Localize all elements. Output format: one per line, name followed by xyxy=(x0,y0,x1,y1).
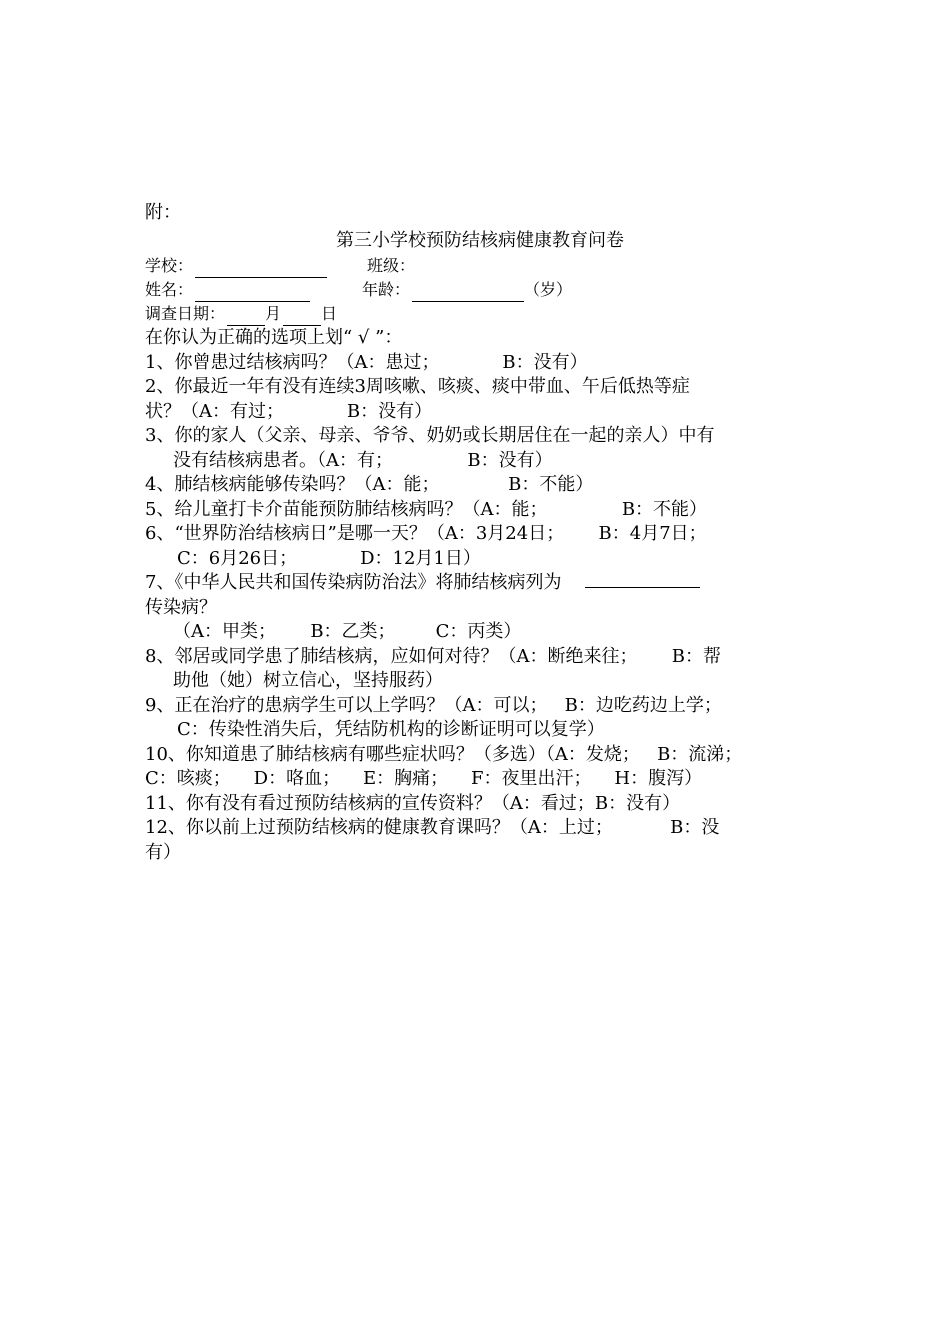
q7-answer-blank[interactable] xyxy=(585,573,700,588)
school-class-row xyxy=(145,254,835,278)
age-label: 年龄： xyxy=(362,280,411,299)
q11-line: 11、你有没有看过预防结核病的宣传资料？（A：看过；B：没有） xyxy=(145,792,681,814)
q8-line-1: 8、邻居或同学患了肺结核病，应如何对待？（A：断绝来往； B：帮 xyxy=(145,645,722,667)
q9-line-1: 9、正在治疗的患病学生可以上学吗？（A：可以； B：边吃药边上学； xyxy=(145,694,722,716)
school-label: 学校： xyxy=(145,256,194,275)
q4-line: 4、肺结核病能够传染吗？（A：能； B：不能） xyxy=(145,474,594,495)
q7-line-2: 传染病？ xyxy=(145,596,217,618)
day-label: 日 xyxy=(321,304,338,323)
day-blank[interactable] xyxy=(283,309,321,326)
q7-text: 7、《中华人民共和国传染病防治法》将肺结核病列为 xyxy=(145,572,562,593)
month-blank[interactable] xyxy=(227,309,265,326)
q12-line-2: 有） xyxy=(145,841,181,863)
class-label: 班级： xyxy=(367,256,416,275)
q9-line-2: C：传染性消失后，凭结防机构的诊断证明可以复学） xyxy=(177,719,605,740)
q10-line-2: C：咳痰； D：咯血； E：胸痛； F：夜里出汗； H：腹泻） xyxy=(145,768,703,789)
q2-line-2: 状？（A：有过； B：没有） xyxy=(145,400,433,422)
name-blank[interactable] xyxy=(195,285,310,302)
age-blank[interactable] xyxy=(412,285,524,302)
q6-line-2: C：6月26日； D：12月1日） xyxy=(177,547,481,569)
q8-line-2: 助他（她）树立信心，坚持服药） xyxy=(173,670,443,691)
name-age-row xyxy=(145,278,835,302)
q1-line: 1、你曾患过结核病吗？（A：患过； B：没有） xyxy=(145,351,588,373)
school-blank[interactable] xyxy=(195,261,327,278)
month-label: 月 xyxy=(265,304,282,323)
q12-line-1: 12、你以前上过预防结核病的健康教育课吗？（A：上过； B：没 xyxy=(145,817,720,838)
instruction: 在你认为正确的选项上划“ √ ”： xyxy=(145,327,403,348)
q2-line-1: 2、你最近一年有没有连续3周咳嗽、咳痰、痰中带血、午后低热等症 xyxy=(145,376,690,397)
date-row xyxy=(145,302,835,326)
q6-line-1: 6、“世界防治结核病日”是哪一天？（A：3月24日； B：4月7日； xyxy=(145,523,707,544)
date-label: 调查日期： xyxy=(145,304,226,323)
questionnaire xyxy=(145,200,835,865)
q7-options: （A：甲类； B：乙类； C：丙类） xyxy=(173,621,522,642)
q5-line: 5、给儿童打卡介苗能预防肺结核病吗？（A：能； B：不能） xyxy=(145,498,708,520)
age-unit: （岁） xyxy=(524,280,573,299)
name-label: 姓名： xyxy=(145,280,194,299)
q10-line-1: 10、你知道患了肺结核病有哪些症状吗？（多选）（A：发烧； B：流涕； xyxy=(145,743,743,765)
q7-line-1 xyxy=(145,571,835,596)
attachment-prefix: 附： xyxy=(145,202,181,223)
q3-line-2: 没有结核病患者。（A：有； B：没有） xyxy=(173,449,553,471)
q3-line-1: 3、你的家人（父亲、母亲、爷爷、奶奶或长期居住在一起的亲人）中有 xyxy=(145,425,715,446)
page-title: 第三小学校预防结核病健康教育问卷 xyxy=(336,230,624,251)
